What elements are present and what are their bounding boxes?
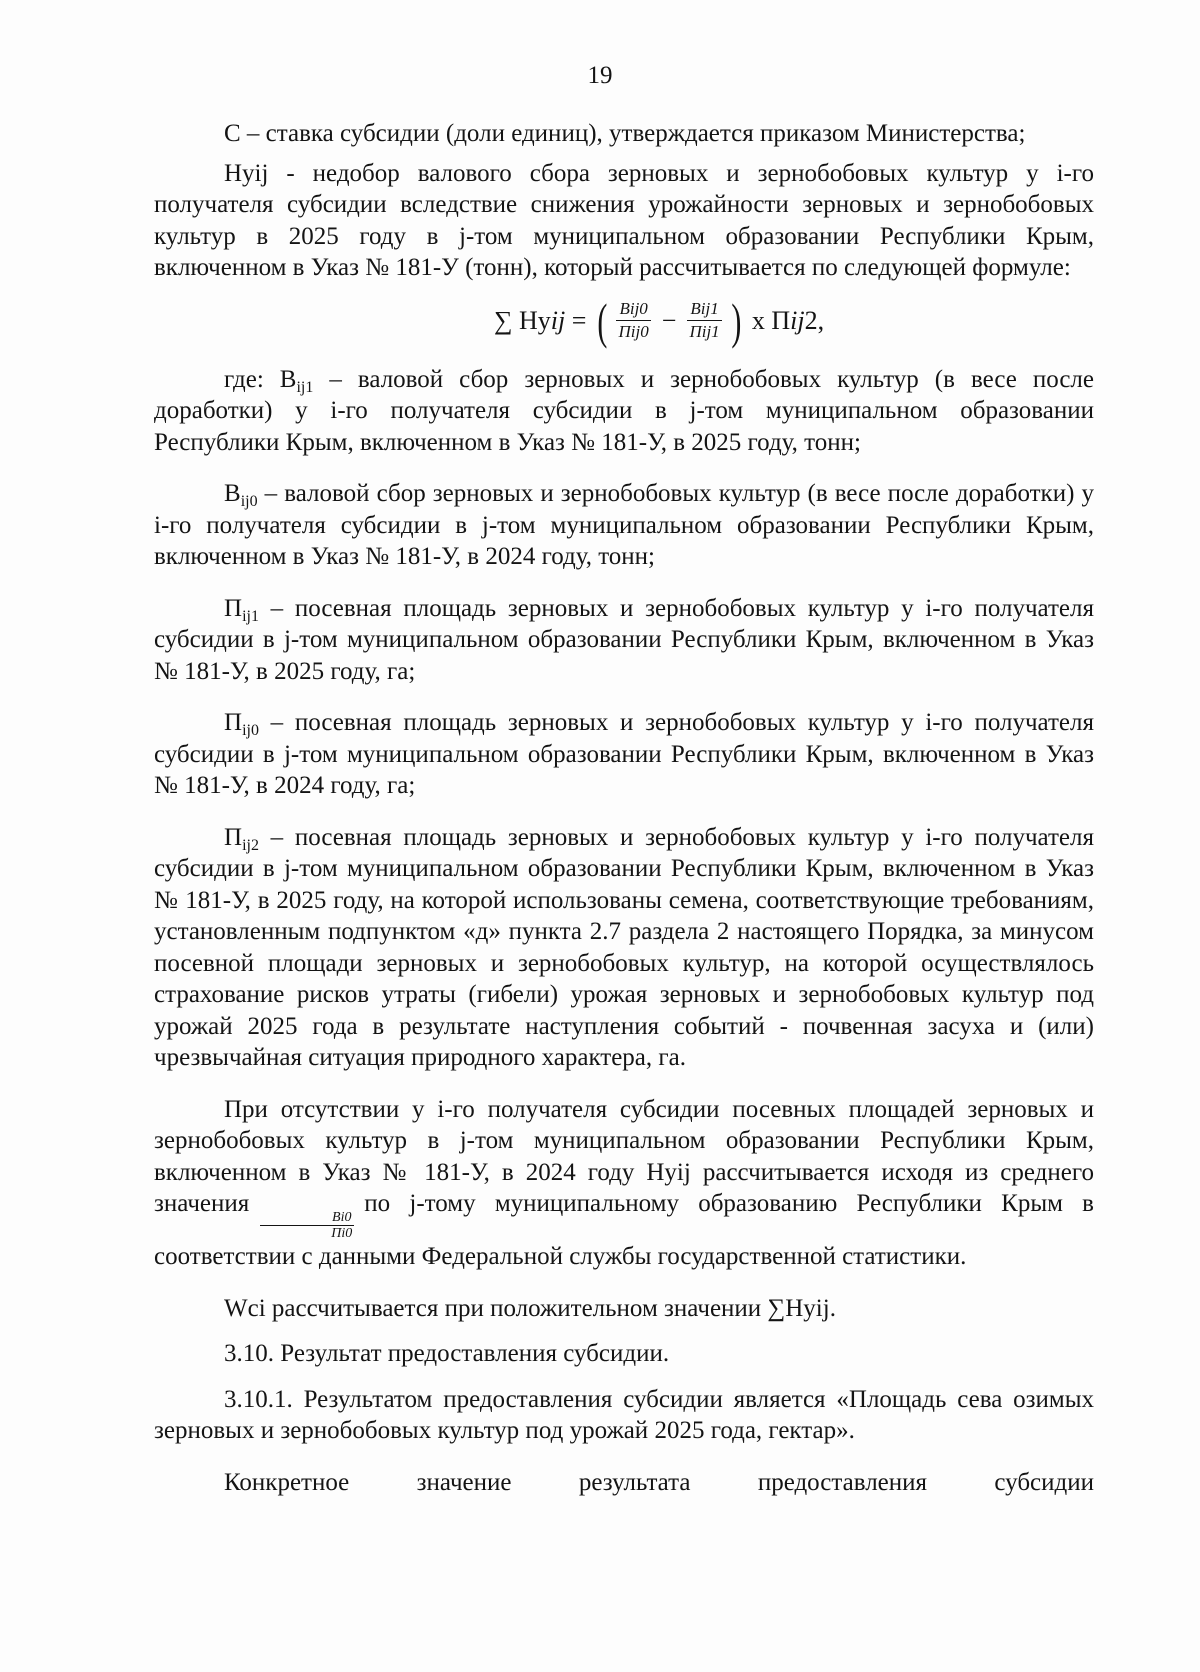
symbol-p: П — [224, 709, 243, 736]
formula-fraction-2025 — [686, 299, 722, 342]
paragraph-b-ij0 — [154, 478, 1094, 573]
formula-frac1-numerator: Bij0 — [616, 299, 650, 321]
paragraph-3-10-1: 3.10.1. Результатом предоставления субсидии является «Площадь сева озимых зерновых и зернобобовых культур под урожай 2025 года, гектар». — [154, 1385, 1094, 1444]
formula-equals: = — [565, 305, 593, 335]
symbol-p: П — [224, 594, 243, 622]
shortfall-formula — [154, 292, 1094, 354]
paragraph-shortfall-definition: Нуij - недобор валового сбора зерновых и зернобобовых культур у i-го получателя субсидии вследствие снижения урожайности зерновых и зернобобовых культур в 2025 году в j-том муниципальном образовании Республики Крым, включенном в Указ № 181-У (тонн), который рассчитывается по следующей формуле: — [154, 159, 1094, 281]
formula-rhs-tail: 2, — [804, 305, 825, 335]
formula-fraction-2024 — [616, 299, 652, 342]
paragraph-specific-value — [154, 1467, 1094, 1499]
absence-rule-text-after: по j-тому муниципальному образованию Республики Крым в соответствии с данными Федеральной службы государственной статистики. — [154, 1190, 1094, 1270]
symbol-subscript: ij0 — [240, 493, 258, 510]
formula-close-paren: ) — [731, 292, 741, 349]
formula-frac1-denominator: Пij0 — [618, 322, 649, 341]
formula-frac2-numerator: Bij1 — [687, 299, 721, 321]
paragraph-p-ij1 — [154, 593, 1094, 688]
definition-text: – посевная площадь зерновых и зернобобовых культур у i-го получателя субсидии в j-том муниципальном образовании Республики Крым, включенном в Указ № 181-У, в 2024 году, га; — [154, 709, 1094, 799]
formula-lhs: ∑ Ну — [493, 305, 551, 335]
definition-text: – валовой сбор зерновых и зернобобовых культур (в весе после доработки) у i-го получателя субсидии в j-том муниципальном образовании Республики Крым, включенном в Указ № 181-У, в 2024 году, тонн; — [154, 480, 1094, 570]
formula-rhs: х П — [745, 305, 791, 335]
formula-rhs-var: ij — [790, 305, 805, 335]
paragraph-b-ij1 — [154, 364, 1094, 459]
ratio-denominator: Пi0 — [331, 1226, 353, 1241]
document-body — [154, 118, 1094, 1498]
ratio-numerator: Bi0 — [260, 1210, 353, 1226]
symbol-subscript: ij2 — [242, 836, 259, 854]
paragraph-wci-condition: Wci рассчитывается при положительном значении ∑Нуij. — [224, 1294, 836, 1322]
paragraph-absence-rule — [154, 1094, 1094, 1273]
formula-lhs-var: ij — [550, 305, 566, 335]
formula-frac2-denominator: Пij1 — [689, 322, 720, 341]
symbol-b: В — [224, 480, 241, 507]
page-number: 19 — [587, 62, 613, 89]
average-ratio-fraction — [259, 1210, 354, 1241]
word: предоставления — [757, 1468, 928, 1496]
word: субсидии — [994, 1468, 1094, 1496]
paragraph-p-ij2 — [154, 822, 1094, 1074]
symbol-subscript: ij0 — [242, 722, 259, 739]
word: Конкретное — [224, 1468, 350, 1496]
word: результата — [578, 1468, 691, 1496]
formula-minus: − — [661, 305, 677, 335]
symbol-p: П — [224, 823, 243, 851]
formula-open-paren: ( — [597, 292, 608, 349]
definition-text: – валовой сбор зерновых и зернобобовых культур (в весе после доработки) у i-го получателя субсидии в j-том муниципальном образовании Республики Крым, включенном в Указ № 181-У, в 2025 году, тонн; — [154, 365, 1094, 456]
section-heading-3-10: 3.10. Результат предоставления субсидии. — [224, 1340, 670, 1367]
symbol-subscript: ij1 — [242, 607, 259, 625]
definition-text: – посевная площадь зерновых и зернобобовых культур у i-го получателя субсидии в j-том муниципальном образовании Республики Крым, включенном в Указ № 181-У, в 2025 году, на которой использованы семена, соответствующие требованиям, установленным подпунктом «д» пункта 2.7 раздела 2 настоящего Порядка, за минусом посевной площади зерновых и зернобобовых культур, на которой осуществлялось страхование рисков утраты (гибели) урожая зерновых и зернобобовых культур под урожай 2025 года в результате наступления событий - почвенная засуха и (или) чрезвычайная ситуация природного характера, га. — [154, 823, 1094, 1071]
symbol-b: В — [279, 365, 297, 393]
absence-rule-text-before: При отсутствии у i-го получателя субсидии посевных площадей зерновых и зернобобовых культур в j-том муниципальном образовании Республики Крым, включенном в Указ № 181-У, в 2024 году Нуij рассчитывается исходя из среднего значения — [154, 1095, 1094, 1217]
word: значение — [416, 1468, 512, 1496]
paragraph-rate-definition: С – ставка субсидии (доли единиц), утверждается приказом Министерства; — [224, 120, 1026, 147]
where-prefix: где: — [224, 365, 280, 393]
paragraph-p-ij0 — [154, 707, 1094, 802]
definition-text: – посевная площадь зерновых и зернобобовых культур у i-го получателя субсидии в j-том муниципальном образовании Республики Крым, включенном в Указ № 181-У, в 2025 году, га; — [154, 594, 1094, 685]
symbol-subscript: ij1 — [296, 378, 314, 396]
